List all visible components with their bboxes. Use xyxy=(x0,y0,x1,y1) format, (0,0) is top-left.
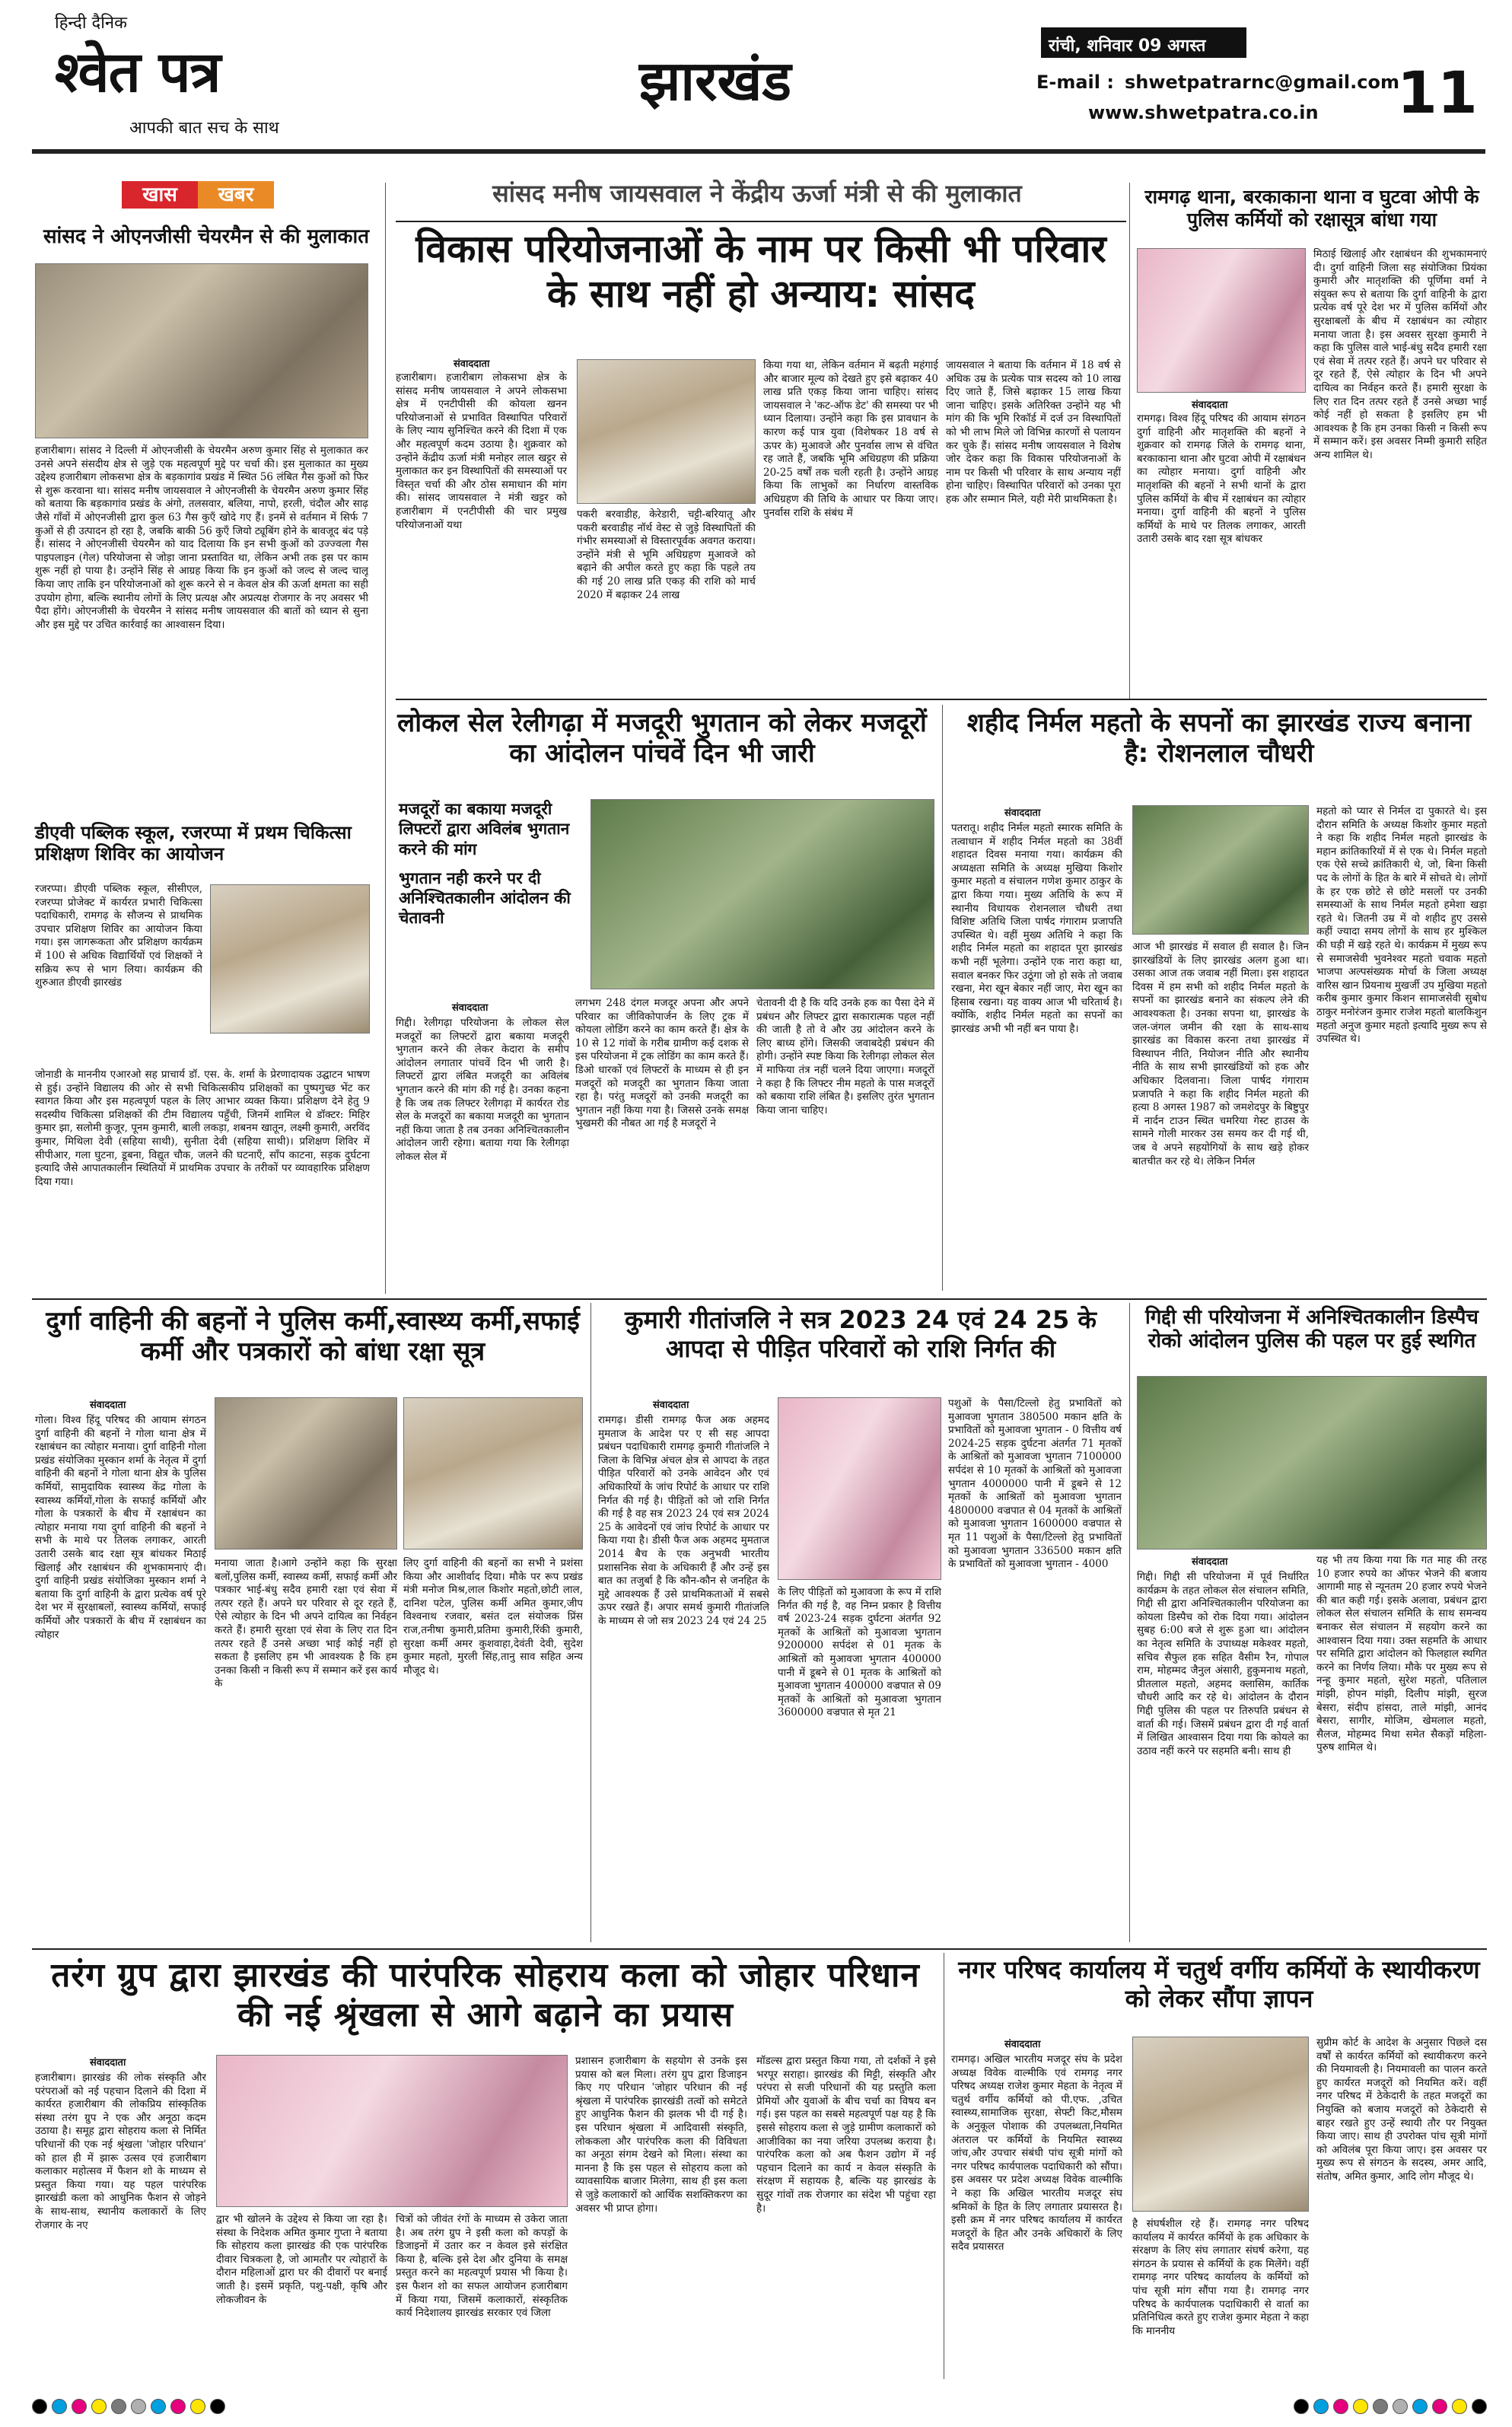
story10-body5: मॉडल्स द्वारा प्रस्तुत किया गया, तो दर्शकों ने इसे भरपूर सराहा। झारखंड की मिट्टी, संस्कृति और परंपरा से सजी परिधानों की यह प्रस्तुति कला प्रेमियों और युवाओं के बीच चर्चा का विषय बन गई। इस पहल का सबसे महत्वपूर्ण पक्ष यह है कि इससे सोहराय कला से जुड़े ग्रामीण कलाकारों को आजीविका का नया जरिया उपलब्ध कराया है। पारंपरिक कला को अब फैशन उद्योग में नई पहचान दिलाने का कार्य न केवल संस्कृति के संरक्षण में सहायक है, बल्कि यह झारखंड के सुदूर गांवों तक रोजगार का संदेश भी पहुंचा रहा है। xyxy=(756,2055,936,2215)
col-divider xyxy=(942,705,943,1291)
registration-dot xyxy=(131,2399,146,2414)
website-url[interactable]: www.shwetpatra.co.in xyxy=(1088,102,1319,123)
story4-byline: संवाददाता xyxy=(452,1002,489,1014)
story8-headline: कुमारी गीतांजलि ने सत्र 2023 24 एवं 24 25 के आपदा से पीड़ित परिवारों को राशि निर्गत की xyxy=(625,1305,1097,1363)
story11-body1: रामगढ़। अखिल भारतीय मजदूर संघ के प्रदेश अध्यक्ष विवेक वाल्मीकि एवं रामगढ़ नगर परिषद अध्यक्ष राजेश कुमार मेहता के नेतृत्व में चतुर्थ वर्गीय कर्मियों को पी.एफ. ,उचित स्वास्थ्य,सामाजिक सुरक्षा, सेफ्टी किट,मौसम के अनुकूल पोशाक की उपलब्धता,नियमित अंतराल पर कर्मियों के नियमित स्वास्थ्य जांच,और उपचार संबंधी पांच सूत्री मांगों को नगर परिषद कार्यपालक पदाधिकारी को सौंपा। इस अवसर पर प्रदेश अध्यक्ष विवेक वाल्मीकि ने कहा कि अखिल भारतीय मजदूर संघ श्रमिकों के हित के लिए लगातार प्रयासरत है। इसी क्रम में नगर परिषद कार्यालय में कार्यरत मजदूरों के हित और उनके अधिकारों के लिए सदैव प्रयासरत xyxy=(951,2053,1122,2253)
story9-photo xyxy=(1137,1376,1487,1550)
section-rule xyxy=(396,699,1487,700)
registration-dot xyxy=(170,2399,186,2414)
section-rule xyxy=(32,1948,1487,1950)
story5-headline: शहीद निर्मल महतो के सपनों का झारखंड राज्य बनाना है: रोशनलाल चौधरी xyxy=(966,708,1472,769)
story8-body3: पशुओं के पैसा/टिल्लो हेतु प्रभावितों को मुआवजा भुगतान 380500 मकान क्षति के प्रभावितों को मुआवजा भुगतान - 0 वित्तीय वर्ष 2024-25 सड़क दुर्घटना अंतर्गत 71 मृतकों के आश्रितों को मुआवजा भुगतान 7100000 सर्पदंश से 10 मृतकों के आश्रितों को मुआवजा भुगतान 4000000 पानी में डूबने से 12 मृतकों के आश्रितों को मुआवजा भुगतान 4800000 वज्रपात से 04 मृतकों के आश्रितों को मुआवजा भुगतान 1600000 वज्रपात से मृत 11 पशुओं के पैसा/टिल्लो हेतु प्रभावितों को मुआवजा भुगतान 336500 मकान क्षति के प्रभावितों को मुआवजा भुगतान - 4000 xyxy=(948,1397,1122,1571)
story4-bullets xyxy=(399,799,581,928)
story1-headline: सांसद ने ओएनजीसी चेयरमैन से की मुलाकात xyxy=(43,225,370,248)
masthead-rule xyxy=(32,149,1485,154)
story11-byline: संवाददाता xyxy=(1004,2039,1041,2050)
registration-dot xyxy=(1472,2399,1487,2414)
email-label: E-mail : xyxy=(1036,72,1114,93)
masthead xyxy=(0,0,1512,177)
registration-dot xyxy=(1333,2399,1348,2414)
story4-body3: चेतावनी दी है कि यदि उनके हक का पैसा देने में प्रबंधन और लिफ्टर द्वारा सकारात्मक पहल नहीं की जाती है तो वे और उग्र आंदोलन करने के लिए बाध्य होंगे। जिसकी जवाबदेही प्रबंधन की होगी। उन्होंने स्पष्ट किया कि रेलीगढ़ा लोकल सेल में माफिया तंत्र नहीं चलने दिया जाएगा। मजदूरों ने कहा है कि लिफ्टर नीम महतो के पास मजदूरों को बकाया राशि लंबित है। इसलिए तुरंत भुगतान किया जाना चाहिए। xyxy=(756,997,934,1116)
khas-khabar-badge xyxy=(122,181,274,209)
story5-photo xyxy=(1132,805,1309,935)
story9-body1: गिद्दी। गिद्दी सी परियोजना में पूर्व निर्धारित कार्यक्रम के तहत लोकल सेल संचालन समिति, गिद्दी सी द्वारा अनिश्चितकालीन परियोजना का कोयला डिस्पैच को रोक दिया गया। आंदोलन सुबह 6:00 बजे से शुरू हुआ था। आंदोलन का नेतृत्व समिति के उपाध्यक्ष मकेश्वर महतो, सचिव सैफुल हक सहित वैसीम रैन, गोपाल राम, मोहम्मद जैनुल अंसारी, हुकुमनाथ महतो, प्रीतलाल महतो, अहमद क्लासिम, कार्तिक चौधरी आदि कर रहे थे। आंदोलन के दौरान गिद्दी पुलिस की पहल पर तिरुपति प्रबंधन से वार्ता की गई। जिसमें प्रबंधन द्वारा दी गई वार्ता में लिखित आश्वासन दिया गया कि कोयले का उठाव नहीं करने पर सहमति बनी। साथ ही xyxy=(1137,1571,1309,1757)
page-number: 11 xyxy=(1397,59,1478,126)
story2-body3: किया गया था, लेकिन वर्तमान में बढ़ती महंगाई और बाजार मूल्य को देखते हुए इसे बढ़ाकर 40 लाख प्रति एकड़ किया जाना चाहिए। सांसद जायसवाल ने 'कट-ऑफ डेट' की समस्या पर भी ध्यान दिलाया। उन्होंने कहा कि इस प्रावधान के कारण कई पात्र युवा (विशेषकर 18 वर्ष से ऊपर के) मुआवजे और पुनर्वास लाभ से वंचित रह जाते हैं, जबकि भूमि अधिग्रहण की प्रक्रिया 20-25 वर्षों तक चली रहती है। उन्होंने आग्रह किया कि लाभुकों का निर्धारण वास्तविक अधिग्रहण की तिथि के आधार पर किया जाए। पुनर्वास राशि के संबंध में xyxy=(763,359,938,519)
story3-body2: मिठाई खिलाई और रक्षाबंधन की शुभकामनाएं दी। दुर्गा वाहिनी जिला सह संयोजिका प्रियंका कुमारी और मातृशक्ति की पूर्णिमा वर्मा ने संयुक्त रूप से बताया कि दुर्गा वाहिनी के द्वारा प्रत्येक वर्ष पूरे देश भर में पुलिस कर्मियों और सुरक्षाबलों के बीच में रक्षाबंधन का त्योहार मनाया जाता है। इस अवसर सुरक्षा कुमारी ने कहा कि पुलिस वाले भाई-बंधु सदैव हमारी रक्षा एवं सेवा में तत्पर रहते हैं। अपने घर परिवार से दूर रहते हैं, ऐसे त्योहार के दिन भी अपने दायित्व का निर्वहन करते हैं। हमारी सुरक्षा के लिए रात दिन तत्पर रहते हैं उनसे अच्छा भाई कोई नहीं हो सकता है इसलिए हम भी आवश्यक है कि हम उनका किसी न किसी रूप में सम्मान करें। इस अवसर निम्मी कुमारी सहित अन्य शामिल थे। xyxy=(1313,248,1487,461)
story3-headline: रामगढ़ थाना, बरकाकाना थाना व घुटवा ओपी के पुलिस कर्मियों को रक्षासूत्र बांधा गया xyxy=(1144,186,1479,231)
story2-kicker: सांसद मनीष जायसवाल ने केंद्रीय ऊर्जा मंत्री से की मुलाकात xyxy=(492,179,1022,208)
registration-dot xyxy=(111,2399,126,2414)
story5-byline: संवाददाता xyxy=(1004,807,1041,819)
story10-photo xyxy=(216,2055,568,2207)
registration-dot xyxy=(72,2399,87,2414)
registration-dot xyxy=(190,2399,205,2414)
registration-dot-group xyxy=(32,2399,225,2414)
registration-dot-group xyxy=(1294,2399,1487,2414)
story4-photo xyxy=(590,799,934,989)
story3-body1: रामगढ़। विश्व हिंदू परिषद की आयाम संगठन दुर्गा वाहिनी और मातृशक्ति की बहनों ने शुक्रवार को रामगढ़ जिले के रामगढ़ थाना, बरकाकाना थाना और घुटवा ओपी में रक्षाबंधन का त्योहार मनाया। दुर्गा वाहिनी और मातृशक्ति की बहनों ने सभी थानों के द्वारा पुलिस कर्मियों के बीच में रक्षाबंधन का त्योहार मनाया। दुर्गा वाहिनी की बहनों ने पुलिस कर्मियों के माथे पर तिलक लगाकर, आरती उतारी उसके बाद रक्षा सूत्र बांधकर xyxy=(1137,412,1306,546)
tagline: आपकी बात सच के साथ xyxy=(129,119,279,138)
story6-body2: जोनाडी के माननीय एआरओ सह प्राचार्य डॉ. एस. के. शर्मा के प्रेरणादायक उद्घाटन भाषण से हुई। उन्होंने विद्यालय की ओर से सभी चिकित्सकीय प्रशिक्षकों का पुष्पगुच्छ भेंट कर स्वागत किया और इस महत्वपूर्ण पहल के लिए आभार व्यक्त किया। प्रशिक्षण देने हेतु 9 सदस्यीय चिकित्सा प्रशिक्षकों की टीम विद्यालय पहुँची, जिनमें शामिल थे डॉक्टर: मिहिर कुमार झा, सलोमी कुजूर, पूनम कुमारी, बाली लकड़ा, शबनम खातून, लक्ष्मी कुमारी, अरविंद कुमार, मिथिला देवी (सहिया साथी), सुनीता देवी (सहिया साथी)। प्रशिक्षण शिविर में सीपीआर, गला घुटना, डूबना, विद्युत चौक, जलने की घटनाएँ, साँप काटना, सड़क दुर्घटना इत्यादि जैसे आपातकालीन स्थितियों में प्राथमिक उपचार के तरीकों पर व्यावहारिक प्रशिक्षण दिया गया। xyxy=(35,1069,370,1188)
paper-name: श्वेत पत्र xyxy=(55,40,221,105)
story1-photo xyxy=(35,263,368,438)
story11-body2: है संघर्षशील रहे हैं। रामगढ़ नगर परिषद कार्यालय में कार्यरत कर्मियों के हक अधिकार के संरक्षण के लिए संघ लगातार संघर्ष करेगा, यह संगठन के प्रयास से कर्मियों के हक मिलेंगे। वहीं रामगढ़ नगर परिषद कार्यालय के कर्मियों को पांच सूत्री मांग सौंपा गया है। रामगढ़ नगर परिषद के कार्यपालक पदाधिकारी से वार्ता का प्रतिनिधित्व करते हुए राजेश कुमार मेहता ने कहा कि माननीय xyxy=(1132,2218,1309,2337)
registration-dot xyxy=(1373,2399,1388,2414)
story8-body1: रामगढ़। डीसी रामगढ़ फैज अक अहमद मुमताज के आदेश पर ए सी सह आपदा प्रबंधन पदाधिकारी रामगढ़ कुमारी गीतांजलि ने जिला के विभिन्न अंचल क्षेत्र से आपदा के तहत पीड़ित परिवारों को उनके आवेदन और एवं अधिकारियों के जांच रिपोर्ट के आधार पर राशि निर्गत की गई है। पीड़ितों को जो राशि निर्गत की गई है वह सत्र 2023 24 एवं सत्र 2024 25 के आवेदनों एवं जांच रिपोर्ट के आधार पर किया गया है। डीसी फैज अक अहमद मुमताज 2014 बैच के एक अनुभवी भारतीय प्रशासनिक सेवा के अधिकारी हैं और उन्हें इस बात का तजुर्बा है कि कौन-कौन से जनहित के मुद्दे आवश्यक हैं उसे प्राथमिकताओं में सबसे ऊपर रखते हैं। अपार समर्थ कुमारी गीतांजलि के माध्यम से जो सत्र 2023 24 एवं 24 25 xyxy=(598,1414,769,1627)
story10-body3: चित्रों को जीवंत रंगों के माध्यम से उकेरा जाता है। अब तरंग ग्रुप ने इसी कला को कपड़ों के डिजाइनों में उतार कर न केवल इसे संरक्षित किया है, बल्कि इसे देश और दुनिया के समक्ष प्रस्तुत करने का महत्वपूर्ण प्रयास भी किया है। इस फैशन शो का सफल आयोजन हजारीबाग में किया गया, जिसमें कलाकारों, संस्कृतिक कार्य निदेशालय झारखंड सरकार एवं जिला xyxy=(396,2213,568,2320)
story2-photo xyxy=(577,359,756,504)
story8-photo xyxy=(778,1397,941,1580)
story4-body1: गिद्दी। रेलीगढ़ा परियोजना के लोकल सेल मजदूरों का लिफ्टरों द्वारा बकाया मजदूरी भुगतान करने की लेकर केदारा के समीप आंदोलन लगातार पांचवें दिन भी जारी है। लिफ्टरों द्वारा लंबित मजदूरी का अविलंब भुगतान करने की मांग की गई है। उनका कहना है कि जब तक लिफ्टर रेलीगढ़ा में कार्यरत रोड सेल के मजदूरों का बकाया मजदूरी का भुगतान नहीं किया जाता है तब उनका अनिश्चितकालीन आंदोलन जारी रहेगा। बताया गया कि रेलीगढ़ा लोकल सेल में xyxy=(396,1017,569,1163)
story6-headline: डीएवी पब्लिक स्कूल, रजरप्पा में प्रथम चिकित्सा प्रशिक्षण शिविर का आयोजन xyxy=(35,822,352,865)
story7-body3: लिए दुर्गा वाहिनी की बहनों का सभी ने प्रशंसा किया और आशीर्वाद दिया। मौके पर रूप प्रखंड मंत्री मनोज मिश्र,लाल किशोर महतो,छोटी लाल, दानिश पटेल, पुलिस कर्मी अमित कुमार,जीप विश्वनाथ रजवार, बसंत दल संयोजक प्रिंस राज,तनीषा कुमारी,प्रतिमा कुमारी,रिंकी कुमारी, सुरक्षा कर्मी अमर कुशवाहा,देवंती देवी, सुदेश कुमार महतो, मुरली सिंह,तानु साव सहित अन्य मौजूद थे। xyxy=(403,1557,583,1677)
story1-body: हजारीबाग। सांसद ने दिल्ली में ओएनजीसी के चेयरमैन अरुण कुमार सिंह से मुलाकात कर उनसे अपने संसदीय क्षेत्र से जुड़े एक महत्वपूर्ण मुद्दे पर चर्चा की। इस मुलाकात का मुख्य उद्देश्य हजारीबाग लोकसभा क्षेत्र के बड़कागांव प्रखंड में स्थित 56 लंबित गैस कुओं को फिर से शुरू करवाना था। सांसद मनीष जायसवाल ने ओएनजीसी के चेयरमैन अरुण कुमार सिंह को बताया कि बड़कागांव प्रखंड के अंगो, तलसवार, बलिया, नापो, हरली, चंदौल और साढ़ जैसे गाँवों में ओएनजीसी द्वारा कुल 63 गैस कुएँ खोदे गए हैं। इनमें से वर्तमान में सिर्फ 7 कुओं से ही उत्पादन हो रहा है, जबकि बाकी 56 कुएँ जियो ट्यूबिंग होने के बावजूद बंद पड़े हैं। सांसद ने ओएनजीसी चेयरमैन को याद दिलाया कि इन सभी कुओं को उज्ज्वला गैस पाइपलाइन (गेल) परियोजना से जोड़ा जाना प्रस्तावित था, लेकिन अभी तक इस पर काम शुरू नहीं हो पाया है। उन्होंने सिंह से आग्रह किया कि इन कुओं को जल्द से जल्द चालू किया जाए ताकि इन परियोजनाओं को शुरू करने से न केवल क्षेत्र की ऊर्जा क्षमता का सही उपयोग होगा, बल्कि स्थानीय लोगों के लिए प्रत्यक्ष और अप्रत्यक्ष रोजगार के नए अवसर भी पैदा होंगे। ओएनजीसी के चेयरमैन ने सांसद मनीष जायसवाल की बातों को ध्यान से सुना और इस मुद्दे पर उचित कार्रवाई का आश्वासन दिया। xyxy=(35,444,368,631)
registration-dot xyxy=(1353,2399,1368,2414)
story4-body2: लगभग 248 दंगल मजदूर अपना और अपने परिवार का जीविकोपार्जन के लिए ट्रक में कोयला लोडिंग करने का काम करते हैं। क्षेत्र के 10 से 12 गांवों के गरीब ग्रामीण कई दशक से इस परियोजना में ट्रक लोडिंग का काम करते हैं। डिओ धारकों एवं लिफ्टरों के माध्यम से ही इन मजदूरों को मजदूरी का भुगतान किया जाता रहा है। परंतु मजदूरों को उनकी मजदूरी का भुगतान नहीं किया गया है। जिससे उनके समक्ष भुखमरी की नौबत आ गई है मजदूरों ने xyxy=(575,997,749,1130)
khabar-label: खबर xyxy=(198,181,274,209)
story3-photo xyxy=(1137,248,1306,393)
registration-dot xyxy=(1452,2399,1467,2414)
story10-body1: हजारीबाग। झारखंड की लोक संस्कृति और परंपराओं को नई पहचान दिलाने की दिशा में कार्यरत हजारीबाग की लोकप्रिय सांस्कृतिक संस्था तरंग ग्रुप ने एक और अनूठा कदम उठाया है। समूह द्वारा सोहराय कला से निर्मित परिधानों की एक नई श्रृंखला 'जोहार परिधान' को हाल ही में झारू उत्सव एवं हजारीबाग कलाकार महोत्सव में फैशन शो के माध्यम से प्रस्तुत किया गया। यह पहल पारंपरिक झारखंडी कला को आधुनिक फैशन से जोड़ने के साथ-साथ, स्थानीय कलाकारों के लिए रोजगार के नए xyxy=(35,2072,206,2231)
story5-body3: महतो को प्यार से निर्मल दा पुकारते थे। इस दौरान समिति के अध्यक्ष किशोर कुमार महतो ने कहा कि शहीद निर्मल महतो झारखंड के महान क्रांतिकारियों में से एक थे। निर्मल महतो एक ऐसे सच्चे क्रांतिकारी थे, जो, बिना किसी पद के लोगों के हित के बारे में सोचते थे। लोगों के हर एक छोटे से छोटे मसलों पर उनकी समस्याओं के साथ निर्मल महतो हमेशा खड़ा रहते थे। जितनी उम्र में वो शहीद हुए उससे कहीं ज्यादा समय लोगों के साथ हर मुश्किल की घड़ी में खड़े रहते थे। कार्यक्रम में मुख्य रूप से समाजसेवी भुवनेश्वर महतो चवाक महतो भाजपा अल्पसंख्यक मोर्चा के जिला अध्यक्ष वारिस खान प्रियनाथ मुखर्जी उप मुखिया महतो करीब कुमार कुमार किशन सामाजसेवी सुबोध ठाकुर मनोरंजन कुमार राजेश महतो बालकिशुन महतो अनुज कुमार महतो इत्यादि मुख्य रूप से उपस्थित थे। xyxy=(1316,805,1487,1046)
registration-dot xyxy=(151,2399,166,2414)
story11-headline: नगर परिषद कार्यालय में चतुर्थ वर्गीय कर्मियों के स्थायीकरण को लेकर सौंपा ज्ञापन xyxy=(958,1955,1480,2013)
registration-dot xyxy=(91,2399,107,2414)
story11-photo xyxy=(1132,2037,1309,2212)
story11-body3: सुप्रीम कोर्ट के आदेश के अनुसार पिछले दस वर्षों से कार्यरत कर्मियों को स्थायीकरण करने की नियमावली है। नियमावली का पालन करते हुए कार्यरत मजदूरों को नियमित करें। वहीं नगर परिषद में ठेकेदारी के तहत मजदूरों का नियुक्ति को बजाय मजदूरों को ठेकेदारी से बाहर रखते हुए उन्हें स्थायी तौर पर नियुक्त किया जाए। साथ ही उपरोक्त पांच सूत्री मांगों को अविलंब पूरा किया जाए। इस अवसर पर मुख्य रूप से संगठन के सदस्य, अमर आदि, संतोष, अमित कुमार, आदि लोग मौजूद थे। xyxy=(1316,2037,1487,2183)
col-divider xyxy=(590,1303,591,1942)
registration-dot xyxy=(1432,2399,1447,2414)
story8-body2: के लिए पीड़ितों को मुआवजा के रूप में राशि निर्गत की गई है, वह निम्न प्रकार है वित्तीय वर्ष 2023-24 सड़क दुर्घटना अंतर्गत 92 मृतकों के आश्रितों को मुआवजा भुगतान 9200000 सर्पदंश से 01 मृतक के आश्रितों को मुआवजा भुगतान 400000 पानी में डूबने से 01 मृतक के आश्रितों को मुआवजा भुगतान 400000 वज्रपात से 09 मृतकों के आश्रितों को मुआवजा भुगतान 3600000 वज्रपात से मृत 21 xyxy=(778,1586,941,1719)
story5-body2: आज भी झारखंड में सवाल ही सवाल है। जिन झारखंडियों के लिए झारखंड अलग हुआ था। उसका आज तक जवाब नहीं मिला। इस शहादत दिवस में हम सभी को शहीद निर्मल महतो के सपनों का झारखंड बनाने का संकल्प लेने की आवश्यकता है। उनका सपना था, झारखंड के जल-जंगल जमीन की रक्षा के साथ-साथ झारखंड का विकास करना तथा झारखंड में विस्थापन नीति, नियोजन नीति और स्थानीय नीति के साथ सभी झारखंडियों को हक और अधिकार दिलवाना। जिला पार्षद गंगाराम प्रजापति ने कहा कि शहीद निर्मल महतो की हत्या 8 अगस्त 1987 को जमशेदपुर के बिष्टुपुर में नार्दन टाउन स्थित चमरिया गेस्ट हाउस के सामने गोली मारकर उस समय कर दी गई थी, जब वे अपने सहयोगियों के साथ खड़े होकर बातचीत कर रहे थे। लेकिन निर्मल xyxy=(1132,941,1309,1167)
story7-body2: मनाया जाता है।आगे उन्होंने कहा कि सुरक्षा बलों,पुलिस कर्मी, स्वास्थ्य कर्मी, सफाई कर्मी और पत्रकार भाई-बंधु सदैव हमारी रक्षा एवं सेवा में तत्पर रहते हैं। अपने घर परिवार से दूर रहते हैं, ऐसे त्योहार के दिन भी अपने दायित्व का निर्वहन करते हैं। हमारी सुरक्षा एवं सेवा के लिए रात दिन तत्पर रहते हैं उनसे अच्छा भाई कोई नहीं हो सकता है इसलिए हम भी आवश्यक है कि हम उनका किसी न किसी रूप में सम्मान करें इस कार्य के xyxy=(215,1557,397,1690)
registration-dot xyxy=(32,2399,47,2414)
col-divider xyxy=(385,183,386,1294)
story6-body1: रजरप्पा। डीएवी पब्लिक स्कूल, सीसीएल, रजरप्पा प्रोजेक्ट में कार्यरत प्रभारी चिकित्सा पदाधिकारी, रामगढ़ के सौजन्य से प्राथमिक उपचार प्रशिक्षण शिविर का आयोजन किया गया। इस जागरूकता और प्रशिक्षण कार्यक्रम में 100 से अधिक विद्यार्थियों एवं शिक्षकों ने सक्रिय रूप से भाग लिया। कार्यक्रम की शुरुआत डीएवी झारखंड xyxy=(35,883,202,989)
daily-label: हिन्दी दैनिक xyxy=(55,14,128,33)
bullet-item: भुगतान नही करने पर दी अनिश्चितकालीन आंदोलन की चेतावनी xyxy=(399,868,571,928)
registration-dot xyxy=(52,2399,67,2414)
story2-body2: पकरी बरवाडीह, केरेडारी, चट्टी-बरियातू और पकरी बरवाडीह नॉर्थ वेस्ट से जुड़े विस्थापितों की गंभीर समस्याओं से विस्तारपूर्वक अवगत कराया। उन्होंने मंत्री से भूमि अधिग्रहण मुआवजे को बढ़ाने की अपील करते हुए कहा कि पहले तय की गई 20 लाख प्रति एकड़ की राशि को मार्च 2020 में बढ़ाकर 24 लाख xyxy=(577,508,756,601)
story10-body4: प्रशासन हजारीबाग के सहयोग से उनके इस प्रयास को बल मिला। तरंग ग्रुप द्वारा डिजाइन किए गए परिधान 'जोहार परिधान की नई श्रृंखला में पारंपरिक झारखंडी तत्वों को समेटते हुए आधुनिक फैशन की झलक भी दी गई है। इस परिधान श्रृंखला में आदिवासी संस्कृति, लोककला और पारंपरिक कला की विविधता का अनूठा संगम देखने को मिला। संस्था का मानना है कि इस पहल से सोहराय कला को व्यावसायिक बाजार मिलेगा, साथ ही इस कला से जुड़े कलाकारों को आर्थिक सशक्तिकरण का अवसर भी प्राप्त होगा। xyxy=(575,2055,747,2215)
col-divider xyxy=(1129,183,1130,700)
registration-dot xyxy=(1393,2399,1408,2414)
story5-body1: पतरातू। शहीद निर्मल महतो स्मारक समिति के तत्वाधान में शहीद निर्मल महतो का 38वीं शहादत दिवस मनाया गया। कार्यक्रम की अध्यक्षता समिति के अध्यक्ष मुखिया किशोर कुमार महतो व संचालन गणेश कुमार ठाकुर के द्वारा किया गया। मुख्य अतिथि के रूप में स्थानीय विधायक रोशनलाल चौधरी तथा विशिष्ट अतिथि जिला पार्षद गंगाराम प्रजापति उपस्थित थे। वहीं मुख्य अतिथि ने कहा कि शहीद निर्मल महतो का शहादत पूरा झारखंड कभी नहीं भूलेगा। उन्होंने एक नारा कहा था, सवाल बनकर फिर उठूंगा जो हो सके तो जवाब रखना, मेरा खून बेकार नहीं जाए, मेरा खून का हिसाब रखना। यह वाक्य आज भी चरितार्थ है। क्योंकि, शहीद निर्मल महतो का सपनों का झारखंड अभी भी नहीं बन पाया है। xyxy=(951,822,1122,1035)
email-address[interactable]: shwetpatrarnc@gmail.com xyxy=(1125,72,1399,93)
story8-byline: संवाददाता xyxy=(653,1400,689,1411)
story2-body4: जायसवाल ने बताया कि वर्तमान में 18 वर्ष से अधिक उम्र के प्रत्येक पात्र सदस्य को 10 लाख दिए जाते हैं, जिसे बढ़ाकर 15 लाख किया जाना चाहिए। इसके अतिरिक्त उन्होंने यह भी मांग की कि भूमि रिकॉर्ड में दर्ज उन विस्थापितों को भी लाभ मिले जो विभिन्न कारणों से पलायन कर चुके हैं। सांसद मनीष जायसवाल ने विशेष जोर देकर कहा कि विकास परियोजनाओं के नाम पर किसी भी परिवार के साथ अन्याय नहीं होना चाहिए। विस्थापित परिवारों को उनका पूरा हक और सम्मान मिले, यही मेरी प्राथमिकता है। xyxy=(946,359,1121,505)
story7-body1: गोला। विश्व हिंदू परिषद की आयाम संगठन दुर्गा वाहिनी की बहनों ने गोला थाना क्षेत्र में रक्षाबंधन का त्योहार मनाया। दुर्गा वाहिनी गोला प्रखंड संयोजिका मुस्कान शर्मा के नेतृत्व में दुर्गा वाहिनी की बहनों ने गोला थाना क्षेत्र के पुलिस कर्मियों, सामुदायिक स्वास्थ्य केंद्र गोला के स्वास्थ्य कर्मियों,गोला के सफाई कर्मियों और गोला के पत्रकारों के बीच में रक्षाबंधन का त्योहार मनाया गया दुर्गा वाहिनी की बहनों ने सभी के माथे पर तिलक लगाकर, आरती उतारी उसके बाद रक्षा सूत्र बांधकर मिठाई खिलाई और रक्षाबंधन की शुभकामनाएं दी। दुर्गा वाहिनी प्रखंड संयोजिका मुस्कान शर्मा ने बताया कि दुर्गा वाहिनी के द्वारा प्रत्येक वर्ष पूरे देश भर में सुरक्षाबलों, स्वास्थ्य कर्मियों, सफाई कर्मियों और पत्रकारों के बीच में रक्षाबंधन का त्योहार xyxy=(35,1414,206,1641)
story7-headline: दुर्गा वाहिनी की बहनों ने पुलिस कर्मी,स्वास्थ्य कर्मी,सफाई कर्मी और पत्रकारों को बांधा रक्षा सूत्र xyxy=(46,1306,580,1368)
section-title: झारखंड xyxy=(639,49,791,113)
kicker-rule xyxy=(396,221,1126,222)
story2-body1: हजारीबाग। हजारीबाग लोकसभा क्षेत्र के सांसद मनीष जायसवाल ने अपने लोकसभा क्षेत्र में एनटीपीसी की कोयला खनन परियोजनाओं से प्रभावित विस्थापित परिवारों के लिए न्याय सुनिश्चित करने की दिशा में एक और महत्वपूर्ण कदम उठाया है। शुक्रवार को उन्होंने केंद्रीय ऊर्जा मंत्री मनोहर लाल खट्टर से मुलाकात कर इन विस्थापितों की समस्याओं पर विस्तृत चर्चा की और ठोस समाधान की मांग की। सांसद जायसवाल ने मंत्री खट्टर को हजारीबाग में एनटीपीसी की चार प्रमुख परियोजनाओं यथा xyxy=(396,371,567,531)
story9-headline: गिद्दी सी परियोजना में अनिश्चितकालीन डिस्पैच रोको आंदोलन पुलिस की पहल पर हुई स्थगित xyxy=(1145,1306,1479,1352)
dateline: रांची, शनिवार 09 अगस्त 2025 xyxy=(1049,37,1206,75)
story2-headline: विकास परियोजनाओं के नाम पर किसी भी परिवार के साथ नहीं हो अन्याय: सांसद xyxy=(415,227,1106,316)
story7-photo1 xyxy=(215,1397,397,1550)
section-rule xyxy=(32,1298,1487,1300)
khas-label: खास xyxy=(122,181,198,209)
story6-photo xyxy=(210,884,370,1034)
registration-dot xyxy=(1313,2399,1329,2414)
story7-byline: संवाददाता xyxy=(90,1400,126,1411)
registration-dot xyxy=(1294,2399,1309,2414)
story2-byline: संवाददाता xyxy=(454,358,490,370)
story10-headline: तरंग ग्रुप द्वारा झारखंड की पारंपरिक सोहराय कला को जोहार परिधान की नई श्रृंखला से आगे बढ़ाने का प्रयास xyxy=(51,1956,920,2034)
bullet-item: मजदूरों का बकाया मजदूरी लिफ्टरों द्वारा अविलंब भुगतान करने की मांग xyxy=(399,800,570,858)
story4-headline: लोकल सेल रेलीगढ़ा में मजदूरी भुगतान को लेकर मजदूरों का आंदोलन पांचवें दिन भी जारी xyxy=(397,708,927,769)
story10-byline: संवाददाता xyxy=(90,2057,126,2069)
color-registration-bar xyxy=(32,2396,1487,2417)
registration-dot xyxy=(1412,2399,1428,2414)
story9-body2: यह भी तय किया गया कि गत माह की तरह 10 हजार रुपये का ऑफर भेजने की बजाय आगामी माह से न्यूनतम 20 हजार रुपये भेजने की बात कही गई। इसके अलावा, प्रबंधन द्वारा लोकल सेल संचालन समिति के साथ समन्वय बनाकर सेल संचालन में सहयोग करने का आश्वासन दिया गया। उक्त सहमति के आधार पर समिति द्वारा आंदोलन को फिलहाल स्थगित करने का निर्णय लिया। मौके पर मुख्य रूप से नन्हू कुमार महतो, सुरेश महतो, पतिलाल मांझी, होपन मांझी, दिलीप मांझी, सुरज बेसरा, संदीप हांसदा, ताले मांझी, आनंद बेसरा, सागीर, मोजिम, खेमलाल महतो, सैलज, मोहम्मद मिथा समेत सैकड़ों महिला-पुरुष शामिल थे। xyxy=(1316,1554,1487,1754)
registration-dot xyxy=(210,2399,225,2414)
story7-photo2 xyxy=(403,1397,583,1550)
story9-byline: संवाददाता xyxy=(1192,1556,1228,1568)
col-divider xyxy=(1129,1303,1130,1942)
story3-byline: संवाददाता xyxy=(1192,400,1228,411)
story10-body2: द्वार भी खोलने के उद्देश्य से किया जा रहा है। संस्था के निदेशक अमित कुमार गुप्ता ने बताया कि सोहराय कला झारखंड की एक पारंपरिक दीवार चित्रकला है, जो आमतौर पर त्योहारों के दौरान महिलाओं द्वारा घर की दीवारों पर बनाई जाती है। इसमें प्रकृति, पशु-पक्षी, कृषि और लोकजीवन के xyxy=(216,2213,387,2306)
